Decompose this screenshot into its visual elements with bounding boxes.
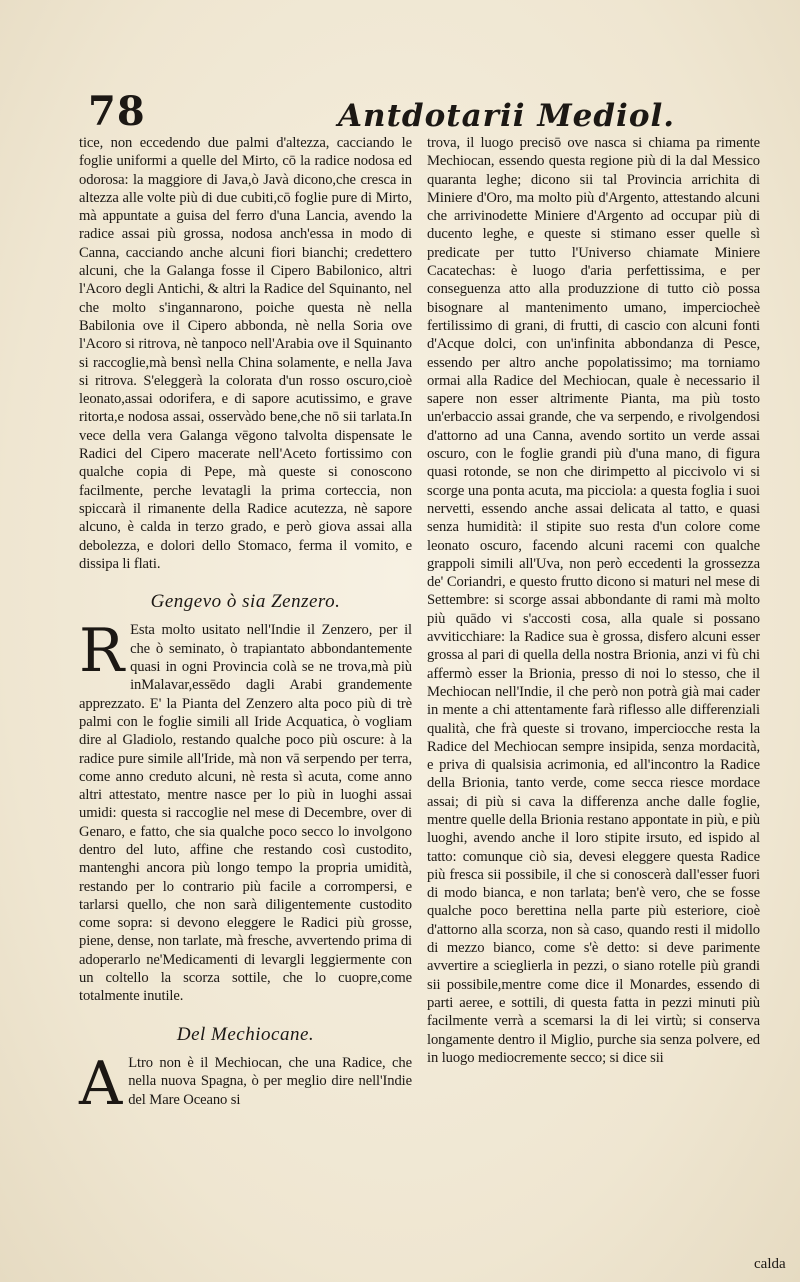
galanga-paragraph: tice, non eccedendo due palmi d'altezza, cacciando le foglie uniformi a quelle del Mirto, cō la radice nodosa ed odorosa: la maggiore di Java,ò Javà dicono,che cresca in altezza alle volte più di due cubiti,cō foglie pure di Mirto, mà appuntate a guisa del ferro d'una Lancia, avendo la radice assai più grossa, nodosa anch'essa in modo di Canna, cacciando anche alcuni fiori bianchi; credettero alcuni, che la Galanga fosse il Cipero Babilonico, altri l'Acoro degli Antichi, & altri la Radice del Squinanto, nel che molto s'ingannarono, poiche questa nè nella Babilonia ove il Cipero abbonda, nè nella Soria ove l'Acoro si ritrova, nè tanpoco nell'Arabia ove il Squinanto si raccoglie,mà bensì nella China solamente, e nella Java si ritrova. S'eleggerà la colorata d'un rosso oscuro,cioè leonato,assai odorifera, e di sapore acutissimo, e grave ritorta,e nodosa assai, osservàdo bene,che nō sii tarlata.In vece della vera Galanga vēgono talvolta dispensate le Radici del Cipero macerate nell'Aceto fortissimo con qualche copia di Pepe, mà queste si conoscono facilmente, perche levatagli la prima corteccia, non spiccarà il rimanente della Radice acutezza, nè sapore alcuno, è calda in terzo grado, e però giova assai alla debolezza, e dolori dello Stomaco, ferma il vomito, e dissipa li flati. (79, 135, 412, 572)
page-header (88, 88, 778, 134)
running-title: Antdotarii Mediol. (338, 98, 676, 134)
drop-cap: A (79, 1048, 123, 1119)
zenzero-paragraph: Esta molto usitato nell'Indie il Zenzero, per il che ò seminato, ò trapiantato abbondantemente quasi in ogni Provincia colà se ne trova,mà più inMalavar,essēdo dagli Arabi grandemente apprezzato. E' la Pianta del Zenzero alta poco più di trè palmi con le foglie simili all Iride Acquatica, ò vogliam dire al Gladiolo, restando qualche poco più oscure: à la radice pure simile all'Iride, mà non vā serpendo per terra, come anno creduto alcuni, nè resta sì acuta, come anno altri attestato, mentre nasce per lo più in luoghi assai umidi: questa si raccoglie nel mese di Decembre, over di Genaro, e fatto, che sia qualche poco secco lo involgono dentro del luto, affine che restando così custodito, mantenghi ancora più longo tempo la propria umidità, restando per lo contrario più facile a corrompersi, e tarlarsi quello, che non sarà diligentemente custodito come sopra: si devono eleggere le Radici più grosse, piene, dense, non tarlate, mà fresche, avvertendo prima di adoperarlo ne'Medicamenti di levargli leggiermente con un coltello la scorza sottile, che lo cuopre,come totalmente inutile. (79, 622, 412, 1005)
left-column (79, 134, 412, 1119)
catchword: calda (754, 1256, 786, 1272)
section-heading-zenzero: Gengevo ò sia Zenzero. (150, 591, 341, 613)
mechiocane-section (79, 1048, 412, 1119)
section-heading-mechiocane: Del Mechiocane. (176, 1023, 315, 1045)
right-column (427, 134, 760, 1067)
drop-cap: R (79, 616, 125, 687)
mechiocan-continued-paragraph: trova, il luogo precisō ove nasca si chiama pa rimente Mechiocan, essendo questa regione più di la dal Messico quaranta leghe; dicono sii tal Provincia arrichita di Miniere d'Oro, ma molto più d'Argento, attestando alcuni che arrivinodette Miniere d'Argento ad occupar più di ducento leghe, e queste si stimano esser quelle sì predicate per tutto l'Universo chiamate Miniere Cacatechas: è luogo d'aria perfettissima, e per conseguenza atto alla produzzione di tutto ciò possa bisognare al mantenimento umano, imperciocheè fertilissimo di grani, di frutti, di cascio con alcuni fonti d'Acque dolci, con un'infinita abbondanza di Pesce, essendo per altro anche popolatissimo; ma torniamo ormai alla Radice del Mechiocan, quale è necessario il sapere non esser altrimente Pianta, ma più tosto un'erbaccio assai grande, che va serpendo, e rivolgendosi d'attorno ad una Canna, avendo sortito un verde assai oscuro, con le foglie grandi più d'una mano, di figura quasi rotonde, se non che dirimpetto al piccivolo vi si scorge una ponta acuta, ma picciola: a questa foglia i suoi nervetti, essendo anche assai delicata al tatto, e quasi senza humidità: il stipite suo resta d'un colore come leonato oscuro, facendo alcuni racemi con qualche grappoli simili all'Uva, non però eccedenti la grossezza de' Coriandri, e questo frutto dicono si maturi nel mese di Settembre: si scorge assai abbondante di rami mà molto più quādo vi s'accosti cosa, alla quale si possano avviticchiare: la Radice sua è grossa, disfero alcuni esser grossa al pari di quella della nostra Brionia, anzi vi fù chi affermò esser la Brionia, presso di noi lo stesso, che il Mechiocan nell'Indie, il che però non potrà già mai cader in mente a chi attentamente farà riflesso alle differenziali qualità, che frà queste si trovano, imperciocche resta la Radice del Mechiocan sempre insipida, senza mordacità, e priva di qualsisia acrimonia, ed all'incontro la Radice della Brionia, tanto verde, come secca riesce mordace assai; di più si cava la differenza anche dalle foglie, mentre quelle della Brionia restano appontate in più, e più luoghi, avendo anche il loro stipite irsuto, ed ispido al tatto: comunque ciò sia, devesi eleggere questa Radice più fresca sii possibile, il che si conoscerà dall'esser fuori di modo bianca, e non tarlata; ben'è vero, che se fosse qualche poco berettina nella parte più esteriore, cioè d'attorno alla scorza, non sà caso, quando resti il midollo di mezzo bianco, come s'è detto: si deve parimente avvertire a scieglierla in pezzi, o siano rotelle più grandi sii possibile,mentre come dice il Monardes, essendo di parti aeree, e sottili, di questa fatta in pezzi minuti più facilmente verrà a scemarsi la di lei virtù; si conserva longamente dentro il Miglio, purche sia senza polvere, ed in luogo mediocremente secco; si dice sii (427, 135, 760, 1066)
mechiocane-paragraph: Ltro non è il Mechiocan, che una Radice, che nella nuova Spagna, ò per meglio dire nell'Indie del Mare Oceano si (128, 1054, 412, 1108)
zenzero-section (79, 616, 412, 1005)
page-number: 78 (88, 88, 146, 135)
